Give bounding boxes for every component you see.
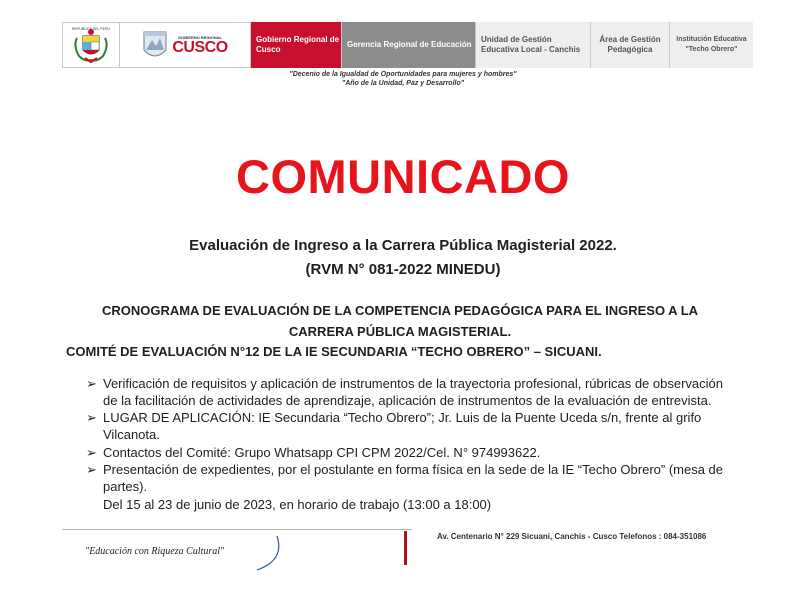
comite-heading: COMITÉ DE EVALUACIÓN N°12 DE LA IE SECUNDARIA “TECHO OBRERO” – SICUANI. <box>66 344 602 359</box>
bullet-4-line-2: partes). <box>103 479 148 494</box>
header-ugel: Unidad de Gestión Educativa Local - Canchis <box>476 22 591 68</box>
bullet-2-line-1: LUGAR DE APLICACIÓN: IE Secundaria “Techo Obrero”; Jr. Luis de la Puente Uceda s/n, frente al grifo <box>103 410 702 425</box>
header-gerencia: Gerencia Regional de Educación <box>342 22 476 68</box>
arrow-bullet-icon: ➢ <box>86 445 97 460</box>
bullet-1-line-1: Verificación de requisitos y aplicación de instrumentos de la trayectoria profesional, rúbricas de observación <box>103 376 723 391</box>
footer-lema: "Educación con Riqueza Cultural" <box>85 546 225 557</box>
cronograma-line-1: CRONOGRAMA DE EVALUACIÓN DE LA COMPETENCIA PEDAGÓGICA PARA EL INGRESO A LA <box>101 303 699 318</box>
cronograma-line-2: CARRERA PÚBLICA MAGISTERIAL. <box>288 324 512 339</box>
page-title: COMUNICADO <box>236 150 570 203</box>
header-area: Área de Gestión Pedagógica <box>591 22 670 68</box>
header-gobierno: Gobierno Regional de Cusco <box>251 22 342 68</box>
header-institucion: Institución Educativa "Techo Obrero" <box>670 22 753 68</box>
decenio-line-2: "Año de la Unidad, Paz y Desarrollo" <box>341 80 465 87</box>
footer-divider <box>62 529 412 530</box>
decenio-line-1: "Decenio de la Igualdad de Oportunidades para mujeres y hombres" <box>289 71 517 78</box>
logo-word: CUSCO <box>172 39 228 56</box>
bullet-4-line-1: Presentación de expedientes, por el postulante en forma física en la sede de la IE “Techo Obrero” (mesa de <box>103 462 724 477</box>
shield-label: REPUBLICA DEL PERU <box>72 27 110 31</box>
arrow-bullet-icon: ➢ <box>86 376 97 391</box>
bullet-2-line-2: Vilcanota. <box>103 427 160 442</box>
bullet-1-line-2: de la facilitación de actividades de aprendizaje, aplicación de instrumentos de la evaluación de entrevista. <box>103 393 712 408</box>
subtitle-1: Evaluación de Ingreso a la Carrera Pública Magisterial 2022. <box>189 237 617 254</box>
bullet-3-line-1: Contactos del Comité: Grupo Whatsapp CPI CPM 2022/Cel. N° 974993622. <box>103 445 541 460</box>
arrow-bullet-icon: ➢ <box>86 410 97 425</box>
footer-address: Av. Centenario N° 229 Sicuani, Canchis - Cusco Telefonos : 084-351086 <box>437 532 707 541</box>
footer-red-bar <box>404 531 407 565</box>
cusco-emblem-icon <box>142 28 168 62</box>
cusco-logo-cell <box>120 22 251 68</box>
arrow-bullet-icon: ➢ <box>86 462 97 477</box>
bullet-4-line-3: Del 15 al 23 de junio de 2023, en horario de trabajo (13:00 a 18:00) <box>103 497 492 512</box>
subtitle-2: (RVM N° 081-2022 MINEDU) <box>305 261 501 278</box>
footer-swoosh-icon <box>255 534 285 574</box>
peru-shield-cell <box>62 22 120 68</box>
logo-top-text: GOBIERNO REGIONAL <box>177 35 222 40</box>
